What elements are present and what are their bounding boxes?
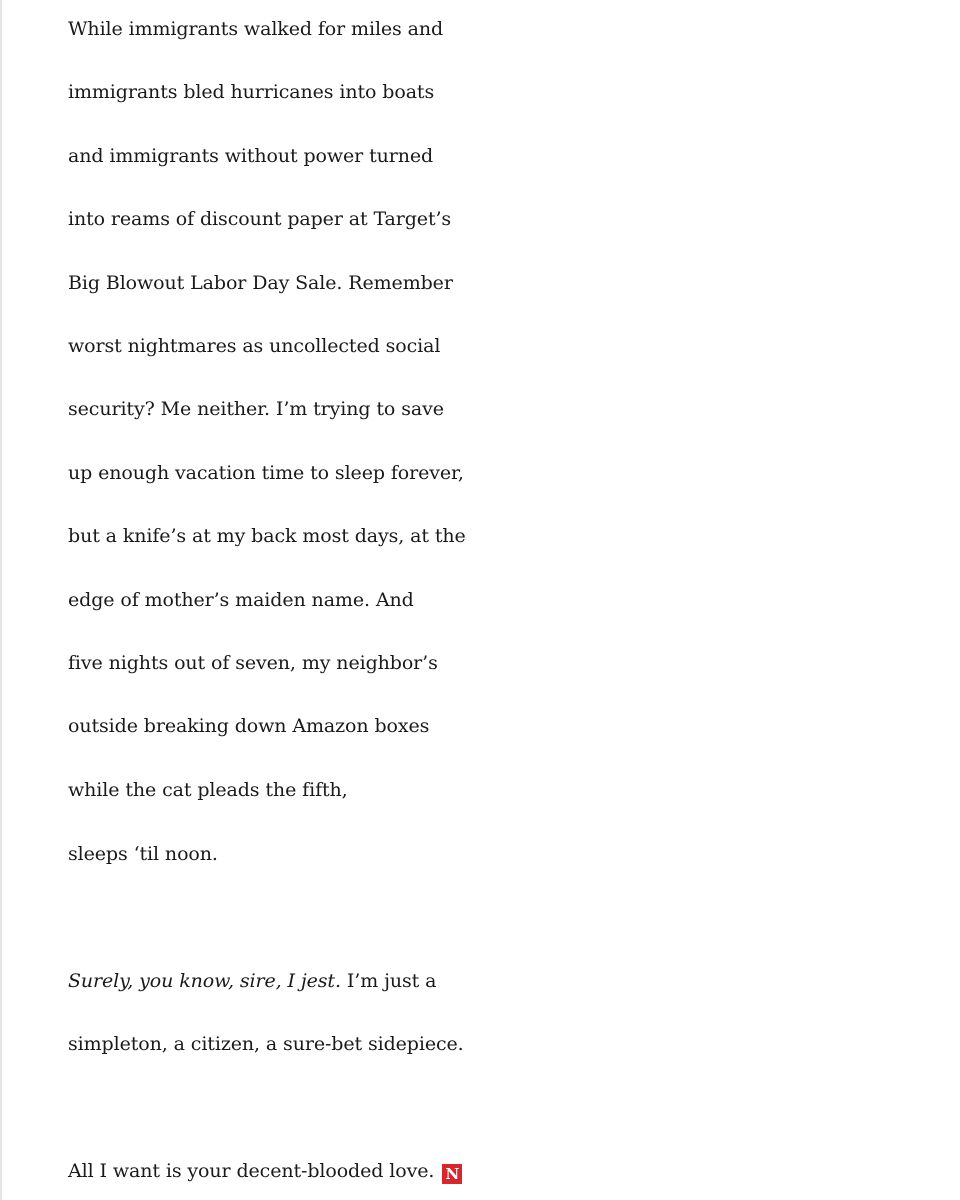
poem-line: simpleton, a citizen, a sure-bet sidepiece. [68,1033,464,1055]
poem-line: outside breaking down Amazon boxes [68,715,430,737]
end-of-article-icon: N [442,1164,462,1184]
poem-line: sleeps ‘til noon. [68,843,218,865]
page-left-border [0,0,2,1200]
poem-line: into reams of discount paper at Target’s [68,208,452,230]
italic-aside: Surely, you know, sire, I jest. [68,970,341,992]
poem-line: five nights out of seven, my neighbor’s [68,652,438,674]
poem-line: security? Me neither. I’m trying to save [68,398,444,420]
poem-line: immigrants bled hurricanes into boats [68,81,435,103]
poem-line: edge of mother’s maiden name. And [68,589,414,611]
poem-line: Big Blowout Labor Day Sale. Remember [68,272,453,294]
line-continuation: I’m just a [346,970,437,992]
final-line-text: All I want is your decent-blooded love. [68,1160,435,1182]
poem-line: worst nightmares as uncollected social [68,335,441,357]
poem-line: but a knife’s at my back most days, at the [68,525,466,547]
poem-line: and immigrants without power turned [68,145,434,167]
poem-line: up enough vacation time to sleep forever, [68,462,464,484]
poem-line-stanza-two [68,969,436,993]
poem-line: While immigrants walked for miles and [68,18,444,40]
poem-final-line [68,1159,462,1184]
poem-line: while the cat pleads the fifth, [68,779,348,801]
